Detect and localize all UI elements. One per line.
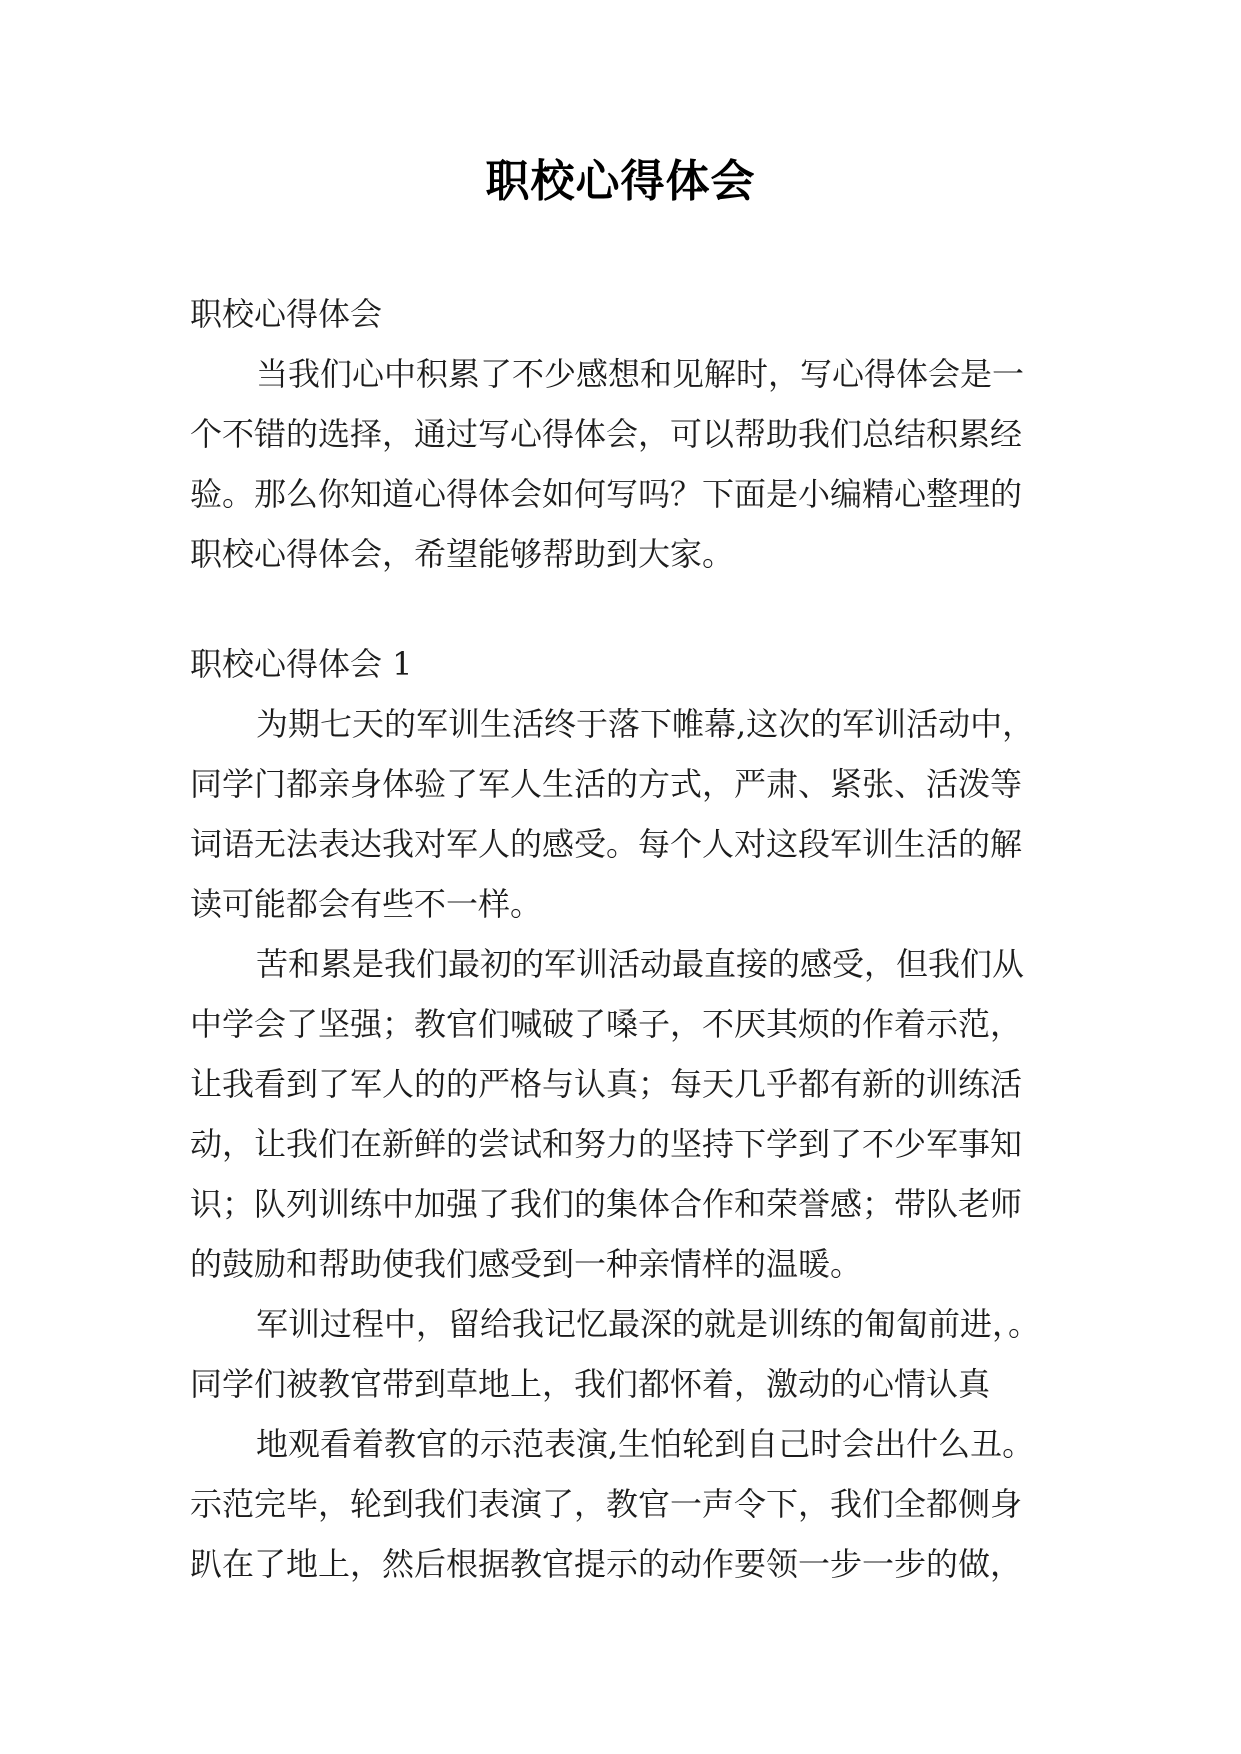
document-title: 职校心得体会 [485,156,756,207]
paragraph-line: 识；队列训练中加强了我们的集体合作和荣誉感；带队老师 [190,1185,1023,1223]
paragraph-line: 示范完毕，轮到我们表演了，教官一声令下，我们全都侧身 [190,1485,1023,1523]
section-heading-1: 职校心得体会 1 [190,645,413,683]
paragraph-line: 苦和累是我们最初的军训活动最直接的感受，但我们从 [256,945,1025,983]
paragraph-line: 当我们心中积累了不少感想和见解时，写心得体会是一 [256,355,1025,393]
paragraph-line: 中学会了坚强；教官们喊破了嗓子，不厌其烦的作着示范， [190,1005,1023,1043]
paragraph-line: 读可能都会有些不一样。 [190,885,543,923]
paragraph-line: 个不错的选择，通过写心得体会，可以帮助我们总结积累经 [190,415,1023,453]
paragraph-line: 让我看到了军人的的严格与认真；每天几乎都有新的训练活 [190,1065,1023,1103]
paragraph-line: 趴在了地上，然后根据教官提示的动作要领一步一步的做， [190,1545,1023,1583]
paragraph-line: 为期七天的军训生活终于落下帷幕,这次的军训活动中， [256,705,1035,743]
section-heading-intro: 职校心得体会 [190,295,383,333]
paragraph-line: 的鼓励和帮助使我们感受到一种亲情样的温暖。 [190,1245,863,1283]
paragraph-line: 验。那么你知道心得体会如何写吗？下面是小编精心整理的 [190,475,1023,513]
paragraph-line: 地观看着教官的示范表演,生怕轮到自己时会出什么丑。 [256,1425,1035,1463]
paragraph-line: 军训过程中，留给我记忆最深的就是训练的匍匐前进，。 [256,1305,1041,1343]
paragraph-line: 同学们被教官带到草地上，我们都怀着，激动的心情认真 [190,1365,991,1403]
paragraph-line: 同学门都亲身体验了军人生活的方式，严肃、紧张、活泼等 [190,765,1023,803]
paragraph-line: 动，让我们在新鲜的尝试和努力的坚持下学到了不少军事知 [190,1125,1023,1163]
paragraph-line: 词语无法表达我对军人的感受。每个人对这段军训生活的解 [190,825,1023,863]
paragraph-line: 职校心得体会，希望能够帮助到大家。 [190,535,735,573]
